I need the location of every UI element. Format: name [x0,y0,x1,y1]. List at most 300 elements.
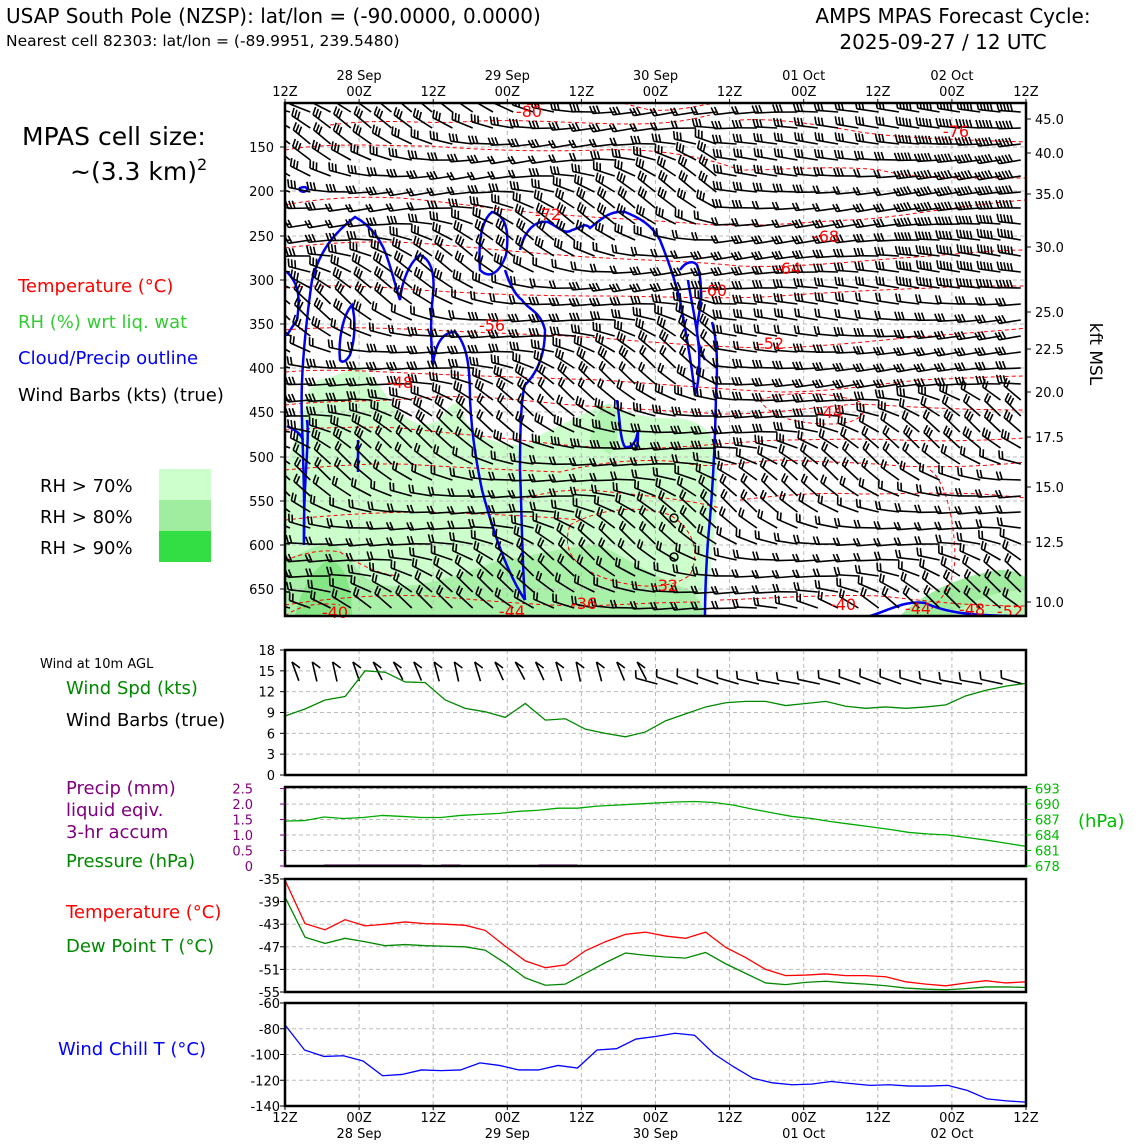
barb-flag [663,320,665,328]
barb-flag [299,127,302,135]
barb-flag [908,430,912,437]
barb-flag [723,492,727,499]
barb-flag [637,308,638,316]
barb-flag [508,139,511,146]
barb-flag [312,316,314,324]
time-tick-label: 00Z [791,85,817,100]
barb-flag [734,164,735,172]
barb-flag [985,393,988,400]
barb-flag [922,571,925,579]
barb-flag [501,223,504,231]
barb-flag [906,118,907,126]
barb-flag [939,535,941,543]
barb-flag [774,293,775,301]
barb-flag [473,367,474,375]
barb-flag [733,550,735,558]
barb-flag [578,325,579,333]
barb-flag [684,159,687,167]
barb-flag [919,295,921,303]
barb-flag [414,267,417,275]
barb-flag [884,414,886,422]
barb-flag [980,671,981,679]
barb-flag [814,326,816,334]
barb-flag [631,296,633,304]
barb-flag [843,441,847,448]
barb-flag [737,149,738,157]
barb-flag [776,584,778,592]
barb-flag [392,148,393,156]
barb-flag [955,156,959,163]
barb-flag [935,217,938,225]
barb-flag [773,584,775,592]
barb-flag [591,311,593,319]
barb-flag [991,247,992,255]
barb-flag [491,451,492,459]
barb-flag [596,298,599,305]
barb-flag [489,344,491,352]
barb-flag [452,112,453,120]
barb-flag [644,335,647,342]
barb-flag [916,294,918,302]
barb-flag [394,251,397,259]
temperature-label: -72 [535,205,561,224]
barb-flag [760,295,762,303]
time-tick-label: 12Z [420,1111,446,1126]
barb-flag [989,186,992,193]
barb-flag [937,245,938,253]
barb-flag [715,235,719,242]
barb-flag [860,219,864,226]
barb-flag [497,207,499,215]
barb-flag [817,537,820,545]
barb-flag [987,230,988,238]
barb-flag [739,281,742,289]
barb-flag [776,184,778,192]
barb-flag [271,156,273,164]
barb-flag [694,210,695,218]
y-axis-height-label: kft MSL [1085,323,1105,386]
barb-flag [354,266,357,274]
barb-flag [512,139,515,146]
barb-flag [967,246,968,254]
barb-flag [945,397,948,405]
barb-flag [982,155,986,162]
barb-flag [352,500,353,508]
barb-flag [433,372,434,380]
barb-flag [653,404,654,412]
barb-flag [777,511,778,519]
barb-flag [859,117,860,125]
precip-label-2: liquid eqiv. [66,800,163,821]
barb-flag [331,254,332,262]
barb-flag [839,117,840,125]
barb-flag [279,302,283,309]
barb-flag [353,300,355,308]
barb-flag [618,186,621,193]
barb-flag [375,282,378,289]
barb-flag [1007,380,1010,387]
time-tick-label: 12Z [420,85,446,100]
barb-flag [939,136,942,144]
barb-flag [818,133,819,141]
barb-flag [720,182,721,190]
barb-flag [572,164,573,172]
barb-flag [987,412,990,419]
cell-size-line-1: MPAS cell size: [22,122,206,151]
barb-flag [734,341,735,349]
barb-flag [982,187,985,194]
barb-flag [1011,263,1013,271]
barb-flag [496,410,499,417]
barb-flag [276,316,279,323]
barb-flag [694,252,698,259]
barb-flag [407,171,410,178]
barb-flag [291,180,292,188]
wind-chill-tick-label: -100 [250,1049,280,1064]
barb-flag [916,245,918,253]
barb-flag [860,363,864,370]
barb-flag [680,293,681,301]
barb-flag [896,276,897,284]
barb-flag [881,329,884,337]
barb-flag [916,117,918,125]
barb-flag [376,253,378,261]
barb-flag [922,232,924,240]
temperature-label: -56 [479,316,505,335]
barb-flag [917,484,918,492]
barb-flag [576,298,579,305]
barb-flag [277,160,279,168]
barb-flag [517,182,518,190]
barb-flag [658,363,661,371]
barb-flag [885,588,888,595]
barb-flag [920,118,922,126]
barb-flag [957,260,958,268]
barb-flag [434,201,437,209]
barb-staff [940,680,962,684]
barb-flag [1000,214,1002,222]
barb-flag [317,284,321,291]
barb-flag [599,421,600,429]
barb-flag [899,246,901,254]
barb-flag [355,166,356,174]
barb-flag [781,309,782,317]
barb-flag [553,281,556,289]
barb-flag [497,255,499,263]
barb-flag [662,386,663,394]
barb-flag [838,327,840,335]
barb-flag [672,407,674,415]
barb-flag [274,111,275,119]
barb-flag [492,344,494,352]
precip-pressure-grid [285,787,1026,866]
barb-flag [642,208,644,216]
barb-flag [927,186,931,193]
barb-flag [437,213,438,221]
barb-flag [436,288,437,296]
barb-flag [412,214,414,222]
date-tick-label: 28 Sep [337,69,382,84]
barb-flag [988,154,992,161]
barb-flag [374,107,377,115]
barb-flag [391,216,393,224]
barb-flag [478,221,480,229]
barb-flag [716,310,718,318]
barb-flag [451,187,454,194]
barb-flag [439,385,440,393]
barb-flag [976,120,978,128]
barb-flag [657,468,658,476]
barb-flag [721,489,725,496]
barb-flag [430,131,431,139]
barb-flag [496,529,497,537]
barb-flag [274,297,278,304]
barb-flag [417,269,420,277]
barb-flag [895,246,897,254]
barb-flag [378,242,379,250]
barb-flag [419,240,421,248]
barb-flag [577,187,580,195]
barb-flag [308,516,309,524]
barb-flag [901,330,904,337]
barb-flag [273,262,274,270]
barb-flag [337,257,338,265]
barb-flag [700,314,703,321]
barb-flag [875,389,877,397]
barb-flag [821,278,823,286]
barb-flag [312,378,315,385]
barb-flag [920,485,921,493]
barb-flag [513,342,515,350]
barb-flag [292,259,293,267]
temperature-panel [65,873,1026,1001]
barb-flag [815,309,816,317]
barb-flag [273,199,275,207]
barb-flag [348,342,350,350]
barb-flag [976,215,978,223]
time-tick-label: 00Z [939,85,965,100]
barb-flag [982,362,985,369]
barb-flag [813,569,816,577]
barb-flag [801,443,804,451]
barb-flag [720,310,722,318]
barb-flag [479,370,480,378]
barb-flag [983,279,985,287]
barb-flag [392,325,393,333]
barb-flag [898,503,900,511]
height-tick-label: 25.0 [1035,306,1064,321]
barb-flag [758,435,759,443]
barb-flag [815,580,816,588]
temperature-label: -80 [516,102,542,121]
barb-flag [454,346,457,353]
barb-flag [775,220,779,227]
barb-flag [899,135,901,143]
barb-flag [561,352,563,360]
barb-flag [879,390,881,398]
barb-flag [921,203,925,210]
barb-flag [428,361,431,369]
barb-flag [275,125,278,133]
barb-flag [920,558,921,566]
barb-flag [596,124,600,131]
barb-flag [861,392,863,400]
barb-flag [840,363,844,370]
barb-flag [948,154,951,161]
barb-flag [319,127,322,135]
barb-flag [450,468,451,476]
barb-flag [801,279,803,287]
barb-flag [970,120,972,128]
barb-flag [493,527,494,535]
barb-flag [741,165,742,173]
barb-flag [552,259,553,267]
barb-flag [311,580,312,588]
barb-flag [617,203,619,211]
barb-flag [985,138,988,145]
barb-flag [833,364,837,371]
barb-flag [876,293,877,301]
barb-flag [449,310,451,318]
barb-flag [874,347,877,354]
barb-flag [276,285,279,293]
barb-flag [774,118,776,126]
barb-flag [515,364,517,372]
barb-flag [843,429,846,437]
barb-flag [574,262,576,270]
barb-flag [967,279,969,287]
temperature-grid [285,879,1026,992]
legend-rh70-swatch [159,469,211,500]
barb-staff [798,679,820,684]
wind-chill-tick-label: -120 [250,1074,280,1089]
barb-flag [436,223,437,231]
barb-flag [835,518,837,526]
dewpoint-label: Dew Point T (°C) [66,936,214,957]
temperature-label: -40 [830,595,856,614]
barb-flag [315,318,317,326]
barb-flag [639,319,640,327]
barb-flag [779,361,782,369]
barb-flag [777,118,779,126]
barb-staff [717,678,738,684]
barb-flag [958,467,959,475]
barb-flag [677,364,679,372]
barb-flag [720,165,721,173]
barb-flag [741,489,744,496]
barb-flag [781,166,783,174]
barb-flag [622,348,625,355]
barb-flag [602,336,604,344]
barb-flag [1004,103,1006,111]
barb-flag [801,118,803,126]
barb-flag [784,476,788,483]
barb-flag [354,106,357,113]
barb-flag [313,359,315,367]
barb-flag [351,575,352,583]
barb-flag [695,232,698,240]
barb-flag [454,220,456,228]
temperature-label: -60 [701,281,727,300]
barb-flag [736,295,738,303]
barb-flag [879,134,881,142]
barb-flag [652,294,654,302]
barb-flag [597,312,599,320]
barb-flag [562,207,565,215]
barb-flag [492,184,494,192]
barb-flag [926,588,930,595]
barb-flag [782,446,784,454]
barb-flag [944,446,946,454]
cross-section-panel [249,69,1105,622]
barb-flag [657,283,661,290]
barb-flag [861,151,863,159]
barb-flag [620,173,622,181]
legend-rh90: RH > 90% [40,538,133,559]
barb-flag [960,261,961,269]
barb-flag [968,170,972,177]
time-tick-label: 12Z [717,85,743,100]
barb-flag [794,278,796,286]
barb-flag [964,569,968,576]
barb-flag [925,153,928,160]
barb-flag [921,171,925,178]
barb-flag [815,277,817,285]
barb-flag [794,325,796,333]
barb-flag [961,533,962,541]
barb-flag [717,548,718,556]
barb-flag [337,418,338,426]
barb-flag [999,347,1003,354]
barb-flag [736,447,737,455]
barb-flag [330,360,333,368]
barb-flag [815,516,816,524]
barb-flag [291,430,292,438]
barb-flag [623,191,626,198]
barb-flag [550,166,552,174]
barb-flag [919,231,921,239]
barb-flag [1006,280,1008,288]
barb-flag [638,561,639,569]
wind-tick-label: 3 [267,748,275,763]
barb-flag [739,508,741,516]
wind-barbs-label: Wind Barbs (true) [66,710,225,731]
barb-flag [662,332,665,339]
barb-flag [510,342,512,350]
barb-flag [396,149,397,157]
barb-flag [936,277,938,285]
barb-flag [760,458,763,465]
wind-10m-yaxis [258,644,285,784]
barb-flag [775,251,779,258]
barb-flag [289,248,292,256]
barb-flag [1000,472,1002,480]
temperature-tick-label: -35 [259,873,280,888]
barb-flag [860,380,864,387]
barb-flag [739,200,741,208]
barb-staff [981,679,1003,684]
barb-flag [818,150,820,158]
barb-flag [841,151,843,159]
barb-flag [759,378,762,385]
barb-flag [959,296,962,304]
barb-flag [959,672,960,680]
barb-flag [739,377,742,385]
barb-flag [885,428,888,435]
barb-flag [997,262,999,270]
barb-flag [712,568,715,576]
barb-flag [753,424,755,432]
